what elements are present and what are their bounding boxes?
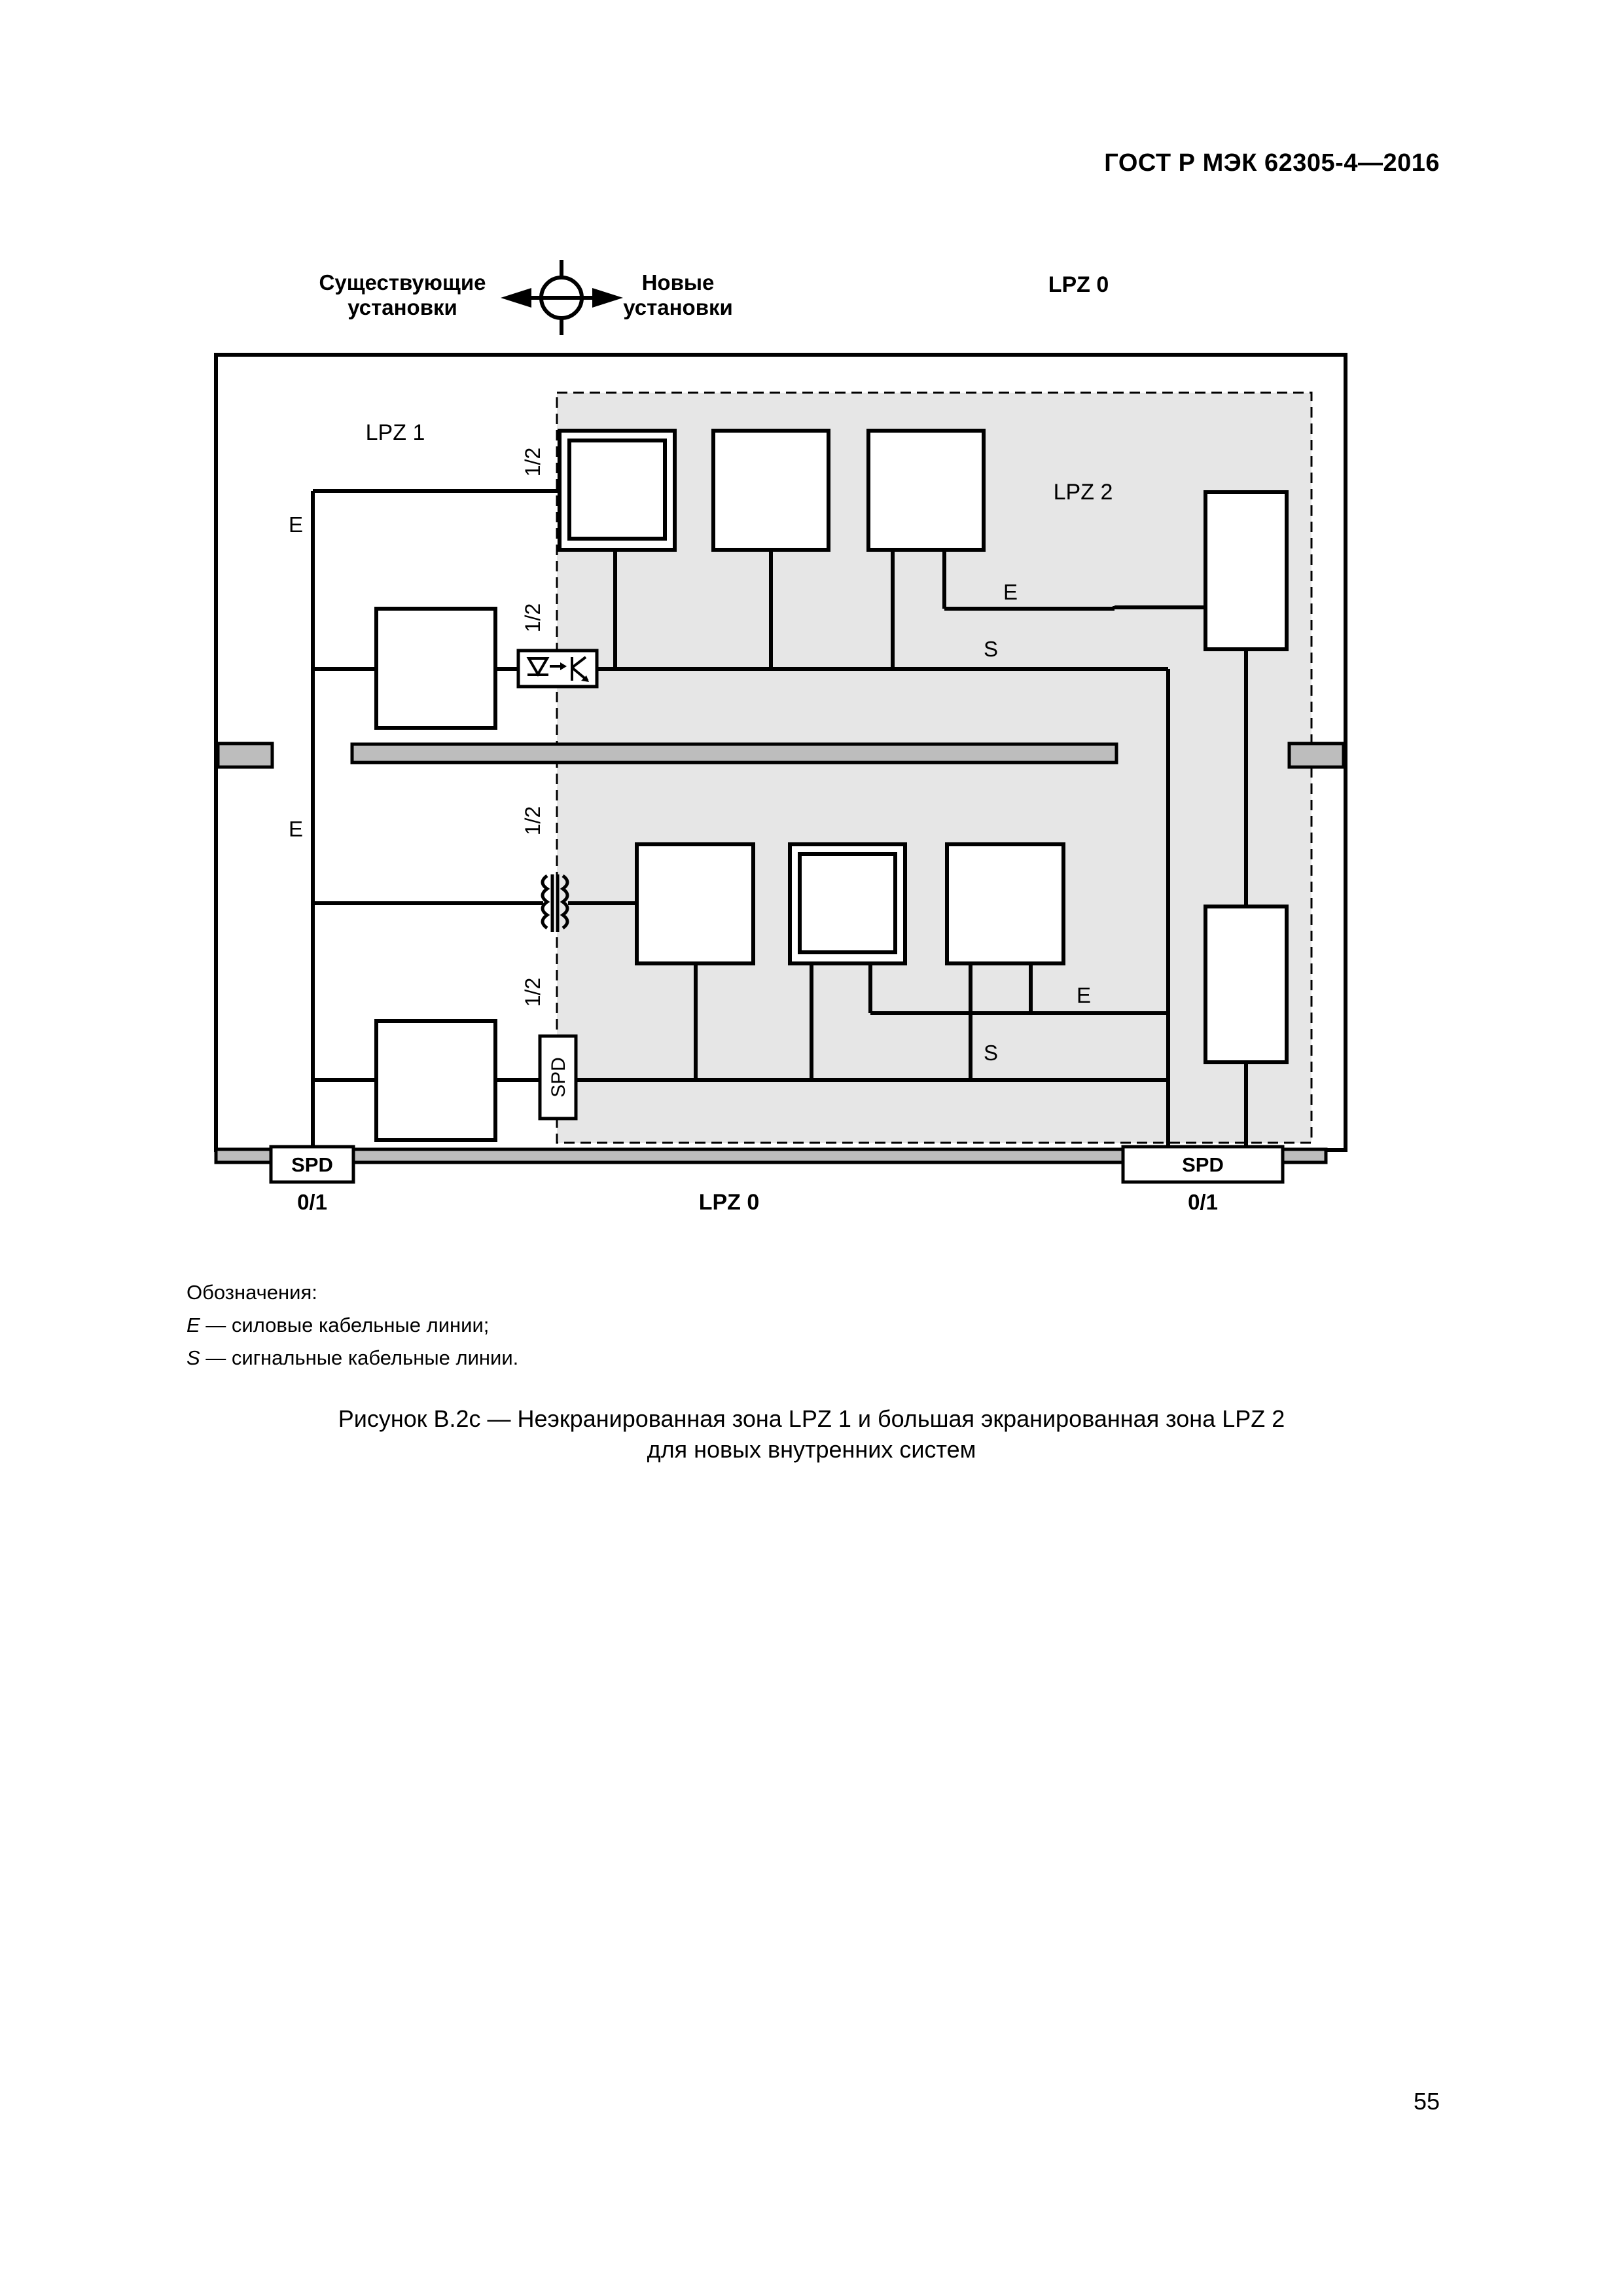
new-installations-label-line2: установки: [623, 295, 733, 319]
optocoupler-icon: [518, 651, 597, 687]
legend-symbol-e: E: [187, 1314, 200, 1336]
direction-symbol-icon: [501, 260, 623, 335]
equipment-upper-3: [868, 431, 984, 550]
equipment-shielded-lower-inner: [800, 854, 895, 952]
spd-bottom-left-label: SPD: [291, 1153, 333, 1176]
e-label-upper-left: E: [288, 512, 304, 537]
lpz1-label: LPZ 1: [365, 420, 425, 445]
legend-text-s: — сигнальные кабельные линии.: [200, 1346, 519, 1369]
interface-label-1: 1/2: [521, 447, 544, 477]
existing-installations-label-line2: установки: [348, 295, 457, 319]
spd-bottom-right-zone: 0/1: [1188, 1190, 1218, 1214]
legend-symbol-s: S: [187, 1346, 200, 1369]
existing-installations-label-line1: Существующие: [319, 270, 486, 295]
spd-bottom-left-zone: 0/1: [297, 1190, 327, 1214]
e-label-lower-left: E: [288, 817, 304, 841]
page-number: 55: [1413, 2088, 1440, 2115]
s-label-upper: S: [983, 637, 999, 661]
figure-caption-line1: Рисунок В.2с — Неэкранированная зона LPZ 1 и большая экранированная зона LPZ 2: [338, 1405, 1285, 1432]
equipment-shielded-upper-inner: [569, 440, 665, 539]
legend-item-e: [187, 1314, 489, 1337]
equipment-lower-1: [637, 844, 753, 963]
equipment-lower-3: [947, 844, 1063, 963]
s-label-lower: S: [983, 1041, 999, 1065]
legend-item-s: [187, 1346, 518, 1370]
interface-label-2: 1/2: [521, 603, 544, 633]
legend-text-e: — силовые кабельные линии;: [200, 1314, 490, 1336]
lpz0-top-label: LPZ 0: [1048, 272, 1109, 297]
equipment-existing-lower: [376, 1021, 495, 1140]
wall-stub-left: [218, 744, 272, 767]
e-label-lower-right: E: [1076, 983, 1092, 1007]
e-label-upper-right: E: [1003, 580, 1018, 604]
interface-label-4: 1/2: [521, 977, 544, 1007]
equipment-right-lower: [1205, 906, 1287, 1062]
new-installations-label-line1: Новые: [641, 270, 715, 295]
equipment-existing-upper: [376, 609, 495, 728]
interface-label-3: 1/2: [521, 806, 544, 836]
document-standard-header: ГОСТ Р МЭК 62305-4—2016: [1104, 149, 1440, 177]
floor-bar: [352, 744, 1116, 762]
equipment-right-upper: [1205, 492, 1287, 649]
spd-bottom-right-label: SPD: [1182, 1153, 1224, 1176]
lpz0-bottom-label: LPZ 0: [698, 1190, 760, 1215]
equipment-upper-2: [713, 431, 829, 550]
spd-vertical-label: SPD: [548, 1057, 569, 1098]
lpz2-label: LPZ 2: [1053, 480, 1113, 505]
figure-caption-line2: для новых внутренних систем: [647, 1436, 976, 1463]
legend-title: Обозначения:: [187, 1281, 317, 1304]
wall-stub-right: [1289, 744, 1344, 767]
